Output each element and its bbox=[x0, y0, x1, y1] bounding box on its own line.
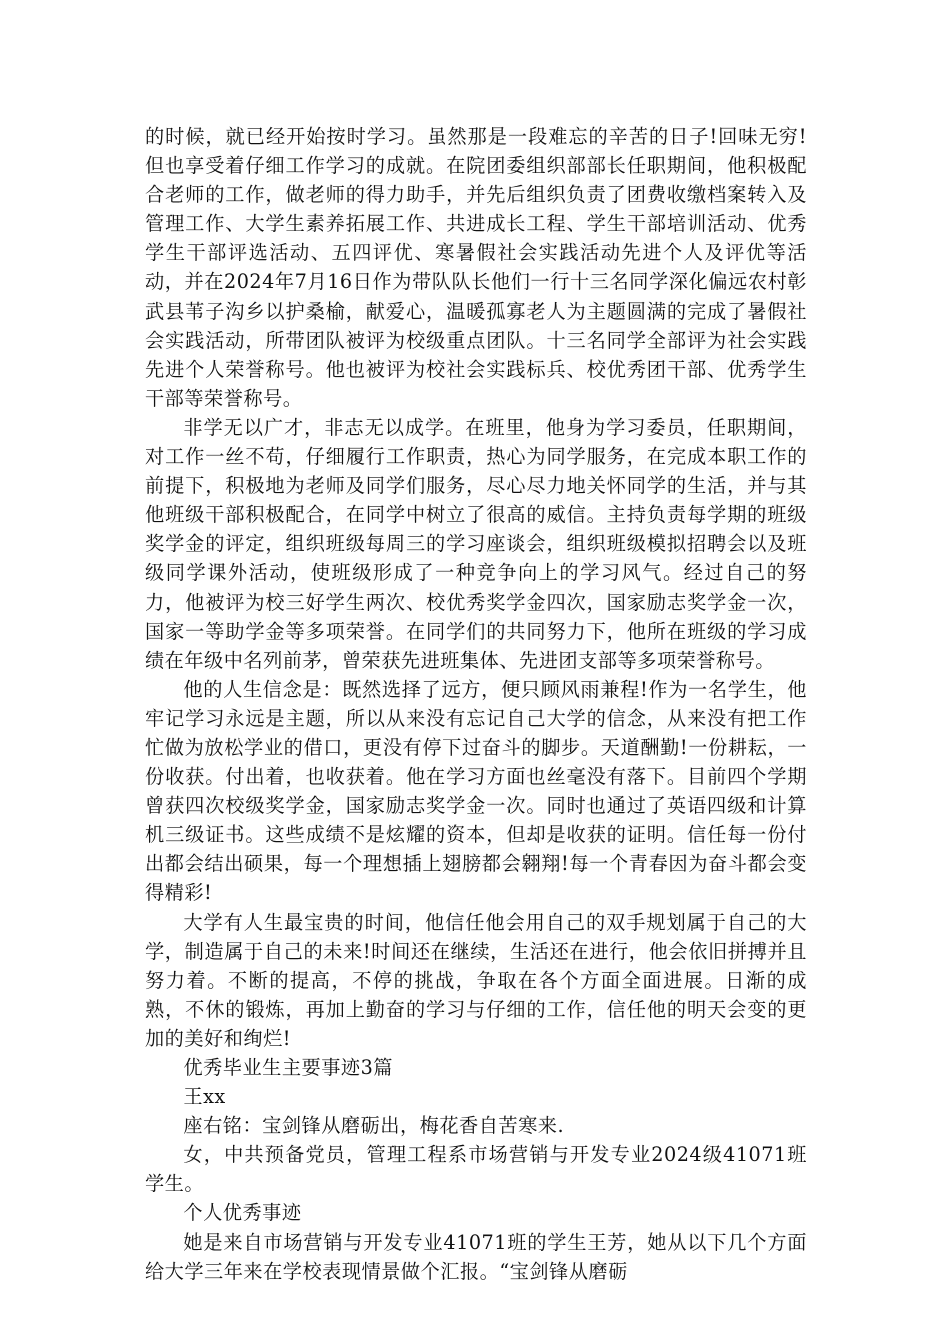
paragraph-future-outlook: 大学有人生最宝贵的时间，他信任他会用自己的双手规划属于自己的大学，制造属于自己的未来!时间还在继续，生活还在进行，他会依旧拼搏并且努力着。不断的提高，不停的挑战，争取在各个方面全面进展。日渐的成熟，不休的锻炼，再加上勤奋的学习与仔细的工作，信任他的明天会变的更加的美好和绚烂! bbox=[145, 910, 807, 1050]
paragraph-introduction: 她是来自市场营销与开发专业41071班的学生王芳，她从以下几个方面给大学三年来在学校表现情景做个汇报。“宝剑锋从磨砺 bbox=[145, 1230, 807, 1283]
student-name: 王xx bbox=[183, 1085, 226, 1109]
motto: 座右铭：宝剑锋从磨砺出，梅花香自苦寒来. bbox=[183, 1114, 565, 1138]
document-page bbox=[145, 122, 807, 1286]
section-title: 优秀毕业生主要事迹3篇 bbox=[183, 1056, 393, 1079]
paragraph-practice-summary: 的时候，就已经开始按时学习。虽然那是一段难忘的辛苦的日子!回味无穷!但也享受着仔细工作学习的成就。在院团委组织部部长任职期间，他积极配合老师的工作，做老师的得力助手，并先后组织负责了团费收缴档案转入及管理工作、大学生素养拓展工作、共进成长工程、学生干部培训活动、优秀学生干部评选活动、五四评优、寒暑假社会实践活动先进个人及评优等活动，并在2024年7月16日作为带队队长他们一行十三名同学深化偏远农村彰武县苇子沟乡以护桑榆，献爱心，温暖孤寡老人为主题圆满的完成了暑假社会实践活动，所带团队被评为校级重点团队。十三名同学全部评为社会实践先进个人荣誉称号。他也被评为校社会实践标兵、校优秀团干部、优秀学生干部等荣誉称号。 bbox=[145, 125, 807, 410]
subsection-title: 个人优秀事迹 bbox=[183, 1201, 302, 1225]
paragraph-life-belief: 他的人生信念是：既然选择了远方，便只顾风雨兼程!作为一名学生，他牢记学习永远是主题，所以从来没有忘记自己大学的信念，从来没有把工作忙做为放松学业的借口，更没有停下过奋斗的脚步。天道酬勤!一份耕耘，一份收获。付出着，也收获着。他在学习方面也丝毫没有落下。目前四个学期曾获四次校级奖学金，国家励志奖学金一次。同时也通过了英语四级和计算机三级证书。这些成绩不是炫耀的资本，但却是收获的证明。信任每一份付出都会结出硕果，每一个理想插上翅膀都会翱翔!每一个青春因为奋斗都会变得精彩! bbox=[145, 677, 807, 905]
student-profile: 女，中共预备党员，管理工程系市场营销与开发专业2024级41071班学生。 bbox=[145, 1143, 807, 1196]
paragraph-study-committee: 非学无以广才，非志无以成学。在班里，他身为学习委员，任职期间，对工作一丝不苟，仔细履行工作职责，热心为同学服务，在完成本职工作的前提下，积极地为老师及同学们服务，尽心尽力地关怀同学的生活，并与其他班级干部积极配合，在同学中树立了很高的威信。主持负责每学期的班级奖学金的评定，组织班级每周三的学习座谈会，组织班级模拟招聘会以及班级同学课外活动，使班级形成了一种竞争向上的学习风气。经过自己的努力，他被评为校三好学生两次、校优秀奖学金四次，国家励志奖学金一次，国家一等助学金等多项荣誉。在同学们的共同努力下，他所在班级的学习成绩在年级中名列前茅，曾荣获先进班集体、先进团支部等多项荣誉称号。 bbox=[145, 415, 807, 672]
